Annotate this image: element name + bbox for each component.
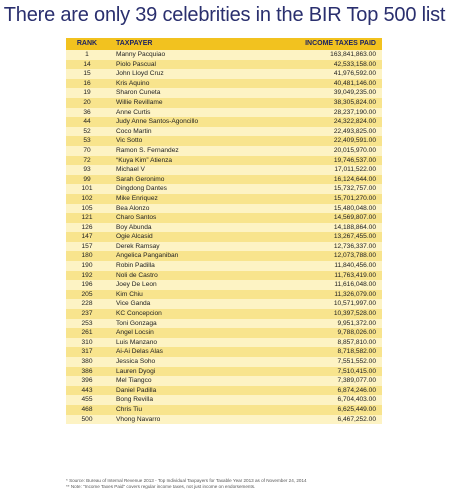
taxpayer-cell: Michael V bbox=[108, 165, 254, 175]
table-row bbox=[66, 338, 382, 348]
rank-cell: 443 bbox=[66, 386, 108, 396]
table-row bbox=[66, 376, 382, 386]
rank-cell: 253 bbox=[66, 319, 108, 329]
income-taxes-cell: 6,704,403.00 bbox=[254, 395, 382, 405]
table-row bbox=[66, 69, 382, 79]
taxpayer-cell: Piolo Pascual bbox=[108, 60, 254, 70]
taxpayer-cell: “Kuya Kim” Atienza bbox=[108, 156, 254, 166]
taxpayer-cell: Bong Revilla bbox=[108, 395, 254, 405]
taxpayer-cell: Vic Sotto bbox=[108, 136, 254, 146]
taxpayer-cell: Angelica Panganiban bbox=[108, 251, 254, 261]
income-taxes-cell: 17,011,522.00 bbox=[254, 165, 382, 175]
taxpayer-cell: Bea Alonzo bbox=[108, 204, 254, 214]
income-taxes-cell: 8,718,582.00 bbox=[254, 347, 382, 357]
taxpayer-cell: Vice Ganda bbox=[108, 299, 254, 309]
rank-cell: 102 bbox=[66, 194, 108, 204]
table-row bbox=[66, 319, 382, 329]
rank-cell: 396 bbox=[66, 376, 108, 386]
table-row bbox=[66, 232, 382, 242]
income-taxes-column-header: INCOME TAXES PAID bbox=[254, 38, 382, 50]
taxpayer-cell: Jessica Soho bbox=[108, 357, 254, 367]
taxpayer-cell: Mel Tiangco bbox=[108, 376, 254, 386]
rank-cell: 14 bbox=[66, 60, 108, 70]
rank-cell: 317 bbox=[66, 347, 108, 357]
taxpayer-cell: Chris Tiu bbox=[108, 405, 254, 415]
taxpayer-column-header: TAXPAYER bbox=[108, 38, 254, 50]
table-row bbox=[66, 405, 382, 415]
table-row bbox=[66, 184, 382, 194]
table-row bbox=[66, 251, 382, 261]
income-taxes-cell: 12,736,337.00 bbox=[254, 242, 382, 252]
rank-cell: 386 bbox=[66, 367, 108, 377]
rank-cell: 192 bbox=[66, 271, 108, 281]
table-body bbox=[66, 50, 382, 424]
income-taxes-cell: 22,493,825.00 bbox=[254, 127, 382, 137]
rank-cell: 500 bbox=[66, 415, 108, 425]
table-row bbox=[66, 280, 382, 290]
taxpayer-cell: Daniel Padilla bbox=[108, 386, 254, 396]
income-taxes-cell: 16,124,644.00 bbox=[254, 175, 382, 185]
income-taxes-cell: 12,073,788.00 bbox=[254, 251, 382, 261]
taxpayer-cell: Kim Chiu bbox=[108, 290, 254, 300]
rank-cell: 455 bbox=[66, 395, 108, 405]
table-row bbox=[66, 79, 382, 89]
income-taxes-cell: 8,857,810.00 bbox=[254, 338, 382, 348]
taxpayer-cell: Sarah Geronimo bbox=[108, 175, 254, 185]
table-row bbox=[66, 299, 382, 309]
table-row bbox=[66, 204, 382, 214]
income-taxes-cell: 10,397,528.00 bbox=[254, 309, 382, 319]
table-row bbox=[66, 50, 382, 60]
income-taxes-cell: 20,015,970.00 bbox=[254, 146, 382, 156]
income-taxes-cell: 13,267,455.00 bbox=[254, 232, 382, 242]
rank-cell: 1 bbox=[66, 50, 108, 60]
table-row bbox=[66, 271, 382, 281]
table-row bbox=[66, 194, 382, 204]
income-taxes-cell: 7,510,415.00 bbox=[254, 367, 382, 377]
taxpayer-cell: Judy Anne Santos-Agoncillo bbox=[108, 117, 254, 127]
taxpayer-cell: Mike Enriquez bbox=[108, 194, 254, 204]
rank-cell: 205 bbox=[66, 290, 108, 300]
table-row bbox=[66, 415, 382, 425]
taxpayer-cell: Derek Ramsay bbox=[108, 242, 254, 252]
rank-cell: 180 bbox=[66, 251, 108, 261]
income-taxes-cell: 6,874,246.00 bbox=[254, 386, 382, 396]
taxpayer-cell: Manny Pacquiao bbox=[108, 50, 254, 60]
taxpayer-cell: Ogie Alcasid bbox=[108, 232, 254, 242]
income-taxes-cell: 11,326,079.00 bbox=[254, 290, 382, 300]
rank-cell: 19 bbox=[66, 88, 108, 98]
table-header-row bbox=[66, 38, 382, 50]
income-taxes-cell: 39,049,235.00 bbox=[254, 88, 382, 98]
taxpayer-cell: Coco Martin bbox=[108, 127, 254, 137]
income-taxes-cell: 15,701,270.00 bbox=[254, 194, 382, 204]
income-taxes-cell: 40,481,146.00 bbox=[254, 79, 382, 89]
income-taxes-cell: 9,788,026.00 bbox=[254, 328, 382, 338]
taxpayer-cell: Ramon S. Fernandez bbox=[108, 146, 254, 156]
income-taxes-cell: 9,951,372.00 bbox=[254, 319, 382, 329]
taxpayer-cell: Luis Manzano bbox=[108, 338, 254, 348]
table-row bbox=[66, 261, 382, 271]
rank-cell: 99 bbox=[66, 175, 108, 185]
taxpayer-cell: Joey De Leon bbox=[108, 280, 254, 290]
taxpayer-cell: Willie Revillame bbox=[108, 98, 254, 108]
table-row bbox=[66, 156, 382, 166]
income-taxes-cell: 14,569,807.00 bbox=[254, 213, 382, 223]
income-taxes-cell: 41,976,592.00 bbox=[254, 69, 382, 79]
footnotes bbox=[66, 478, 426, 489]
rank-cell: 237 bbox=[66, 309, 108, 319]
taxpayer-cell: John Lloyd Cruz bbox=[108, 69, 254, 79]
taxpayer-cell: Dingdong Dantes bbox=[108, 184, 254, 194]
rank-cell: 44 bbox=[66, 117, 108, 127]
rank-cell: 36 bbox=[66, 108, 108, 118]
rank-cell: 72 bbox=[66, 156, 108, 166]
rank-cell: 70 bbox=[66, 146, 108, 156]
table-row bbox=[66, 309, 382, 319]
taxpayer-cell: Sharon Cuneta bbox=[108, 88, 254, 98]
table-row bbox=[66, 165, 382, 175]
table-row bbox=[66, 357, 382, 367]
rank-cell: 15 bbox=[66, 69, 108, 79]
taxpayer-cell: Vhong Navarro bbox=[108, 415, 254, 425]
rank-cell: 468 bbox=[66, 405, 108, 415]
income-taxes-cell: 163,841,863.00 bbox=[254, 50, 382, 60]
rank-cell: 261 bbox=[66, 328, 108, 338]
table-row bbox=[66, 108, 382, 118]
table-row bbox=[66, 175, 382, 185]
page-title: There are only 39 celebrities in the BIR Top 500 list bbox=[3, 4, 446, 26]
taxpayer-cell: Angel Locsin bbox=[108, 328, 254, 338]
table-row bbox=[66, 98, 382, 108]
income-taxes-cell: 11,840,456.00 bbox=[254, 261, 382, 271]
table-row bbox=[66, 386, 382, 396]
table-row bbox=[66, 242, 382, 252]
rank-cell: 121 bbox=[66, 213, 108, 223]
rank-cell: 196 bbox=[66, 280, 108, 290]
rank-cell: 53 bbox=[66, 136, 108, 146]
income-taxes-cell: 24,322,824.00 bbox=[254, 117, 382, 127]
rank-cell: 52 bbox=[66, 127, 108, 137]
table-row bbox=[66, 60, 382, 70]
rank-cell: 101 bbox=[66, 184, 108, 194]
table-row bbox=[66, 223, 382, 233]
income-taxes-cell: 6,467,252.00 bbox=[254, 415, 382, 425]
income-taxes-cell: 7,551,552.00 bbox=[254, 357, 382, 367]
source-footnote: * Source: Bureau of Internal Revenue 2013 - Top Individual Taxpayers for Taxable Year 2013 as of November 24, 2014 bbox=[66, 478, 307, 483]
table-row bbox=[66, 213, 382, 223]
table-row bbox=[66, 367, 382, 377]
income-taxes-cell: 6,625,449.00 bbox=[254, 405, 382, 415]
table-row bbox=[66, 290, 382, 300]
rank-cell: 16 bbox=[66, 79, 108, 89]
rank-cell: 157 bbox=[66, 242, 108, 252]
taxpayer-cell: KC Concepcion bbox=[108, 309, 254, 319]
taxpayer-cell: Charo Santos bbox=[108, 213, 254, 223]
income-taxes-cell: 15,732,757.00 bbox=[254, 184, 382, 194]
taxpayer-cell: Anne Curtis bbox=[108, 108, 254, 118]
rank-column-header: RANK bbox=[66, 38, 108, 50]
income-taxes-cell: 7,389,077.00 bbox=[254, 376, 382, 386]
income-taxes-cell: 11,763,419.00 bbox=[254, 271, 382, 281]
rank-cell: 93 bbox=[66, 165, 108, 175]
income-taxes-cell: 42,533,158.00 bbox=[254, 60, 382, 70]
table-row bbox=[66, 127, 382, 137]
taxpayer-cell: Ai-Ai Delas Alas bbox=[108, 347, 254, 357]
rank-cell: 310 bbox=[66, 338, 108, 348]
taxpayer-cell: Kris Aquino bbox=[108, 79, 254, 89]
income-taxes-cell: 11,616,048.00 bbox=[254, 280, 382, 290]
income-taxes-cell: 15,480,048.00 bbox=[254, 204, 382, 214]
income-taxes-cell: 28,237,190.00 bbox=[254, 108, 382, 118]
table-header bbox=[66, 38, 382, 50]
taxpayer-table bbox=[66, 38, 382, 424]
rank-cell: 190 bbox=[66, 261, 108, 271]
taxpayer-cell: Robin Padilla bbox=[108, 261, 254, 271]
income-taxes-cell: 38,305,824.00 bbox=[254, 98, 382, 108]
taxpayer-cell: Toni Gonzaga bbox=[108, 319, 254, 329]
table-row bbox=[66, 328, 382, 338]
income-taxes-cell: 19,746,537.00 bbox=[254, 156, 382, 166]
rank-cell: 228 bbox=[66, 299, 108, 309]
table-row bbox=[66, 136, 382, 146]
taxpayer-cell: Noli de Castro bbox=[108, 271, 254, 281]
income-taxes-cell: 22,409,591.00 bbox=[254, 136, 382, 146]
table-row bbox=[66, 395, 382, 405]
income-taxes-cell: 14,188,864.00 bbox=[254, 223, 382, 233]
table-row bbox=[66, 347, 382, 357]
rank-cell: 147 bbox=[66, 232, 108, 242]
table-row bbox=[66, 146, 382, 156]
taxpayer-cell: Boy Abunda bbox=[108, 223, 254, 233]
rank-cell: 126 bbox=[66, 223, 108, 233]
income-taxes-cell: 10,571,997.00 bbox=[254, 299, 382, 309]
taxpayer-table-container bbox=[66, 38, 382, 424]
rank-cell: 20 bbox=[66, 98, 108, 108]
rank-cell: 380 bbox=[66, 357, 108, 367]
table-row bbox=[66, 117, 382, 127]
rank-cell: 105 bbox=[66, 204, 108, 214]
taxpayer-cell: Lauren Dyogi bbox=[108, 367, 254, 377]
note-footnote: ** Note: "Income Taxes Paid" covers regular income taxes, not just income on endorsements. bbox=[66, 483, 256, 489]
table-row bbox=[66, 88, 382, 98]
